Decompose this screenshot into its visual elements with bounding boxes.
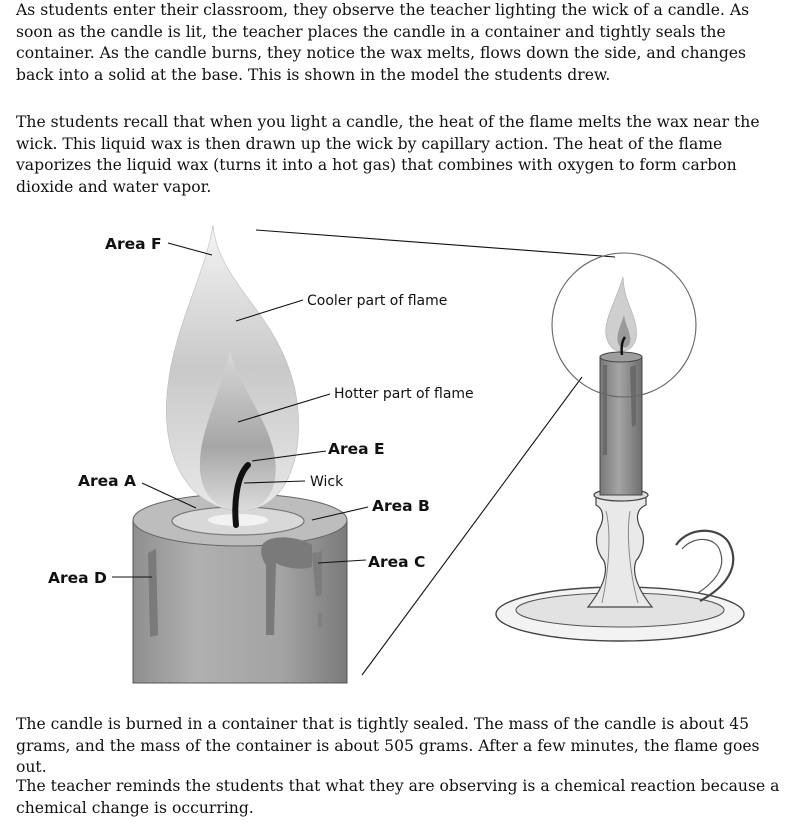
- label-area-f: Area F: [105, 235, 162, 253]
- candle-holder-illustration: [496, 253, 744, 641]
- large-flame: [166, 225, 298, 525]
- recall-paragraph: The students recall that when you light a candle, the heat of the flame melts the wax near the wick. This liquid wax is then drawn up the wick by capillary action. The heat of the flame vaporizes the liquid wax (turns it into a hot gas) that combines with oxygen to form carbon dioxide and water vapor.: [16, 113, 760, 196]
- candle-model-diagram: [0, 215, 800, 710]
- label-area-b: Area B: [372, 497, 430, 515]
- label-area-e: Area E: [328, 440, 385, 458]
- label-area-d: Area D: [48, 569, 107, 587]
- reminder-paragraph: The teacher reminds the students that what they are observing is a chemical reaction because a chemical change is occurring.: [16, 777, 780, 817]
- large-candle: [133, 494, 347, 683]
- label-wick: Wick: [310, 474, 344, 490]
- intro-paragraph: As students enter their classroom, they observe the teacher lighting the wick of a candle. As soon as the candle is lit, the teacher places the candle in a container and tightly seals the container. As the candle burns, they notice the wax melts, flows down the side, and changes back into a solid at the base. This is shown in the model the students drew.: [16, 1, 750, 84]
- sealed-container-paragraph: The candle is burned in a container that is tightly sealed. The mass of the candle is about 45 grams, and the mass of the container is about 505 grams. After a few minutes, the flame goes out.: [16, 715, 760, 776]
- label-cooler-flame: Cooler part of flame: [307, 293, 448, 309]
- label-area-c: Area C: [368, 553, 426, 571]
- label-hotter-flame: Hotter part of flame: [334, 386, 474, 402]
- label-area-a: Area A: [78, 472, 137, 490]
